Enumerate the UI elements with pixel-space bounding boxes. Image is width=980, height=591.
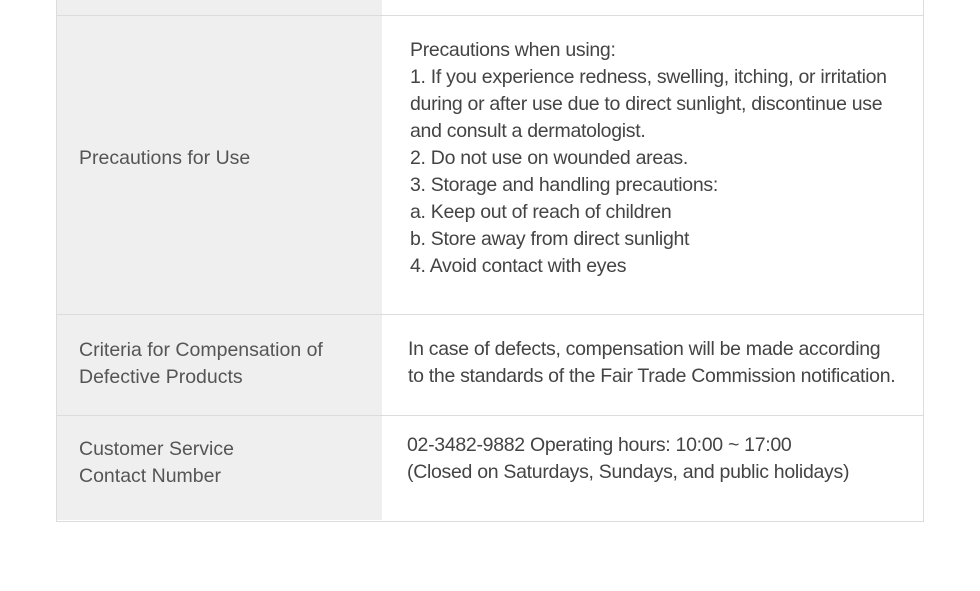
row-value-cell	[382, 16, 923, 314]
row-value-cell	[382, 315, 923, 415]
row-label	[79, 337, 323, 391]
text-line: 4. Avoid contact with eyes	[410, 255, 627, 277]
label-line: Criteria for Compensation of	[79, 339, 323, 361]
row-header-cell	[57, 315, 382, 415]
row-label	[79, 436, 234, 490]
product-info-table	[56, 0, 924, 522]
text-line: and consult a dermatologist.	[410, 120, 646, 142]
row-header-cell	[57, 16, 382, 314]
text-line: 3. Storage and handling precautions:	[410, 174, 718, 196]
compensation-text	[408, 336, 895, 390]
label-line: Defective Products	[79, 366, 243, 388]
text-line: 1. If you experience redness, swelling, itching, or irritation	[410, 66, 887, 88]
label-line: Customer Service	[79, 438, 234, 460]
row-header-cell	[57, 0, 382, 15]
text-line: a. Keep out of reach of children	[410, 201, 672, 223]
text-line: 2. Do not use on wounded areas.	[410, 147, 688, 169]
table-row-compensation	[57, 315, 923, 416]
text-line: 02-3482-9882 Operating hours: 10:00 ~ 17:00	[407, 434, 792, 456]
precautions-text	[410, 37, 887, 280]
row-value-cell	[382, 416, 923, 520]
text-line: In case of defects, compensation will be made according	[408, 338, 881, 360]
table-row	[57, 0, 923, 16]
row-label: Precautions for Use	[79, 147, 251, 169]
row-header-cell	[57, 416, 382, 520]
text-line: Precautions when using:	[410, 39, 616, 61]
text-line: to the standards of the Fair Trade Commission notification.	[408, 365, 896, 387]
row-value-cell	[382, 0, 923, 15]
customer-service-text	[407, 432, 849, 486]
text-line: b. Store away from direct sunlight	[410, 228, 690, 250]
label-line: Contact Number	[79, 465, 221, 487]
text-line: during or after use due to direct sunlight, discontinue use	[410, 93, 883, 115]
text-line: (Closed on Saturdays, Sundays, and public holidays)	[407, 461, 850, 483]
table-row-precautions	[57, 16, 923, 315]
table-row-customer-service	[57, 416, 923, 520]
